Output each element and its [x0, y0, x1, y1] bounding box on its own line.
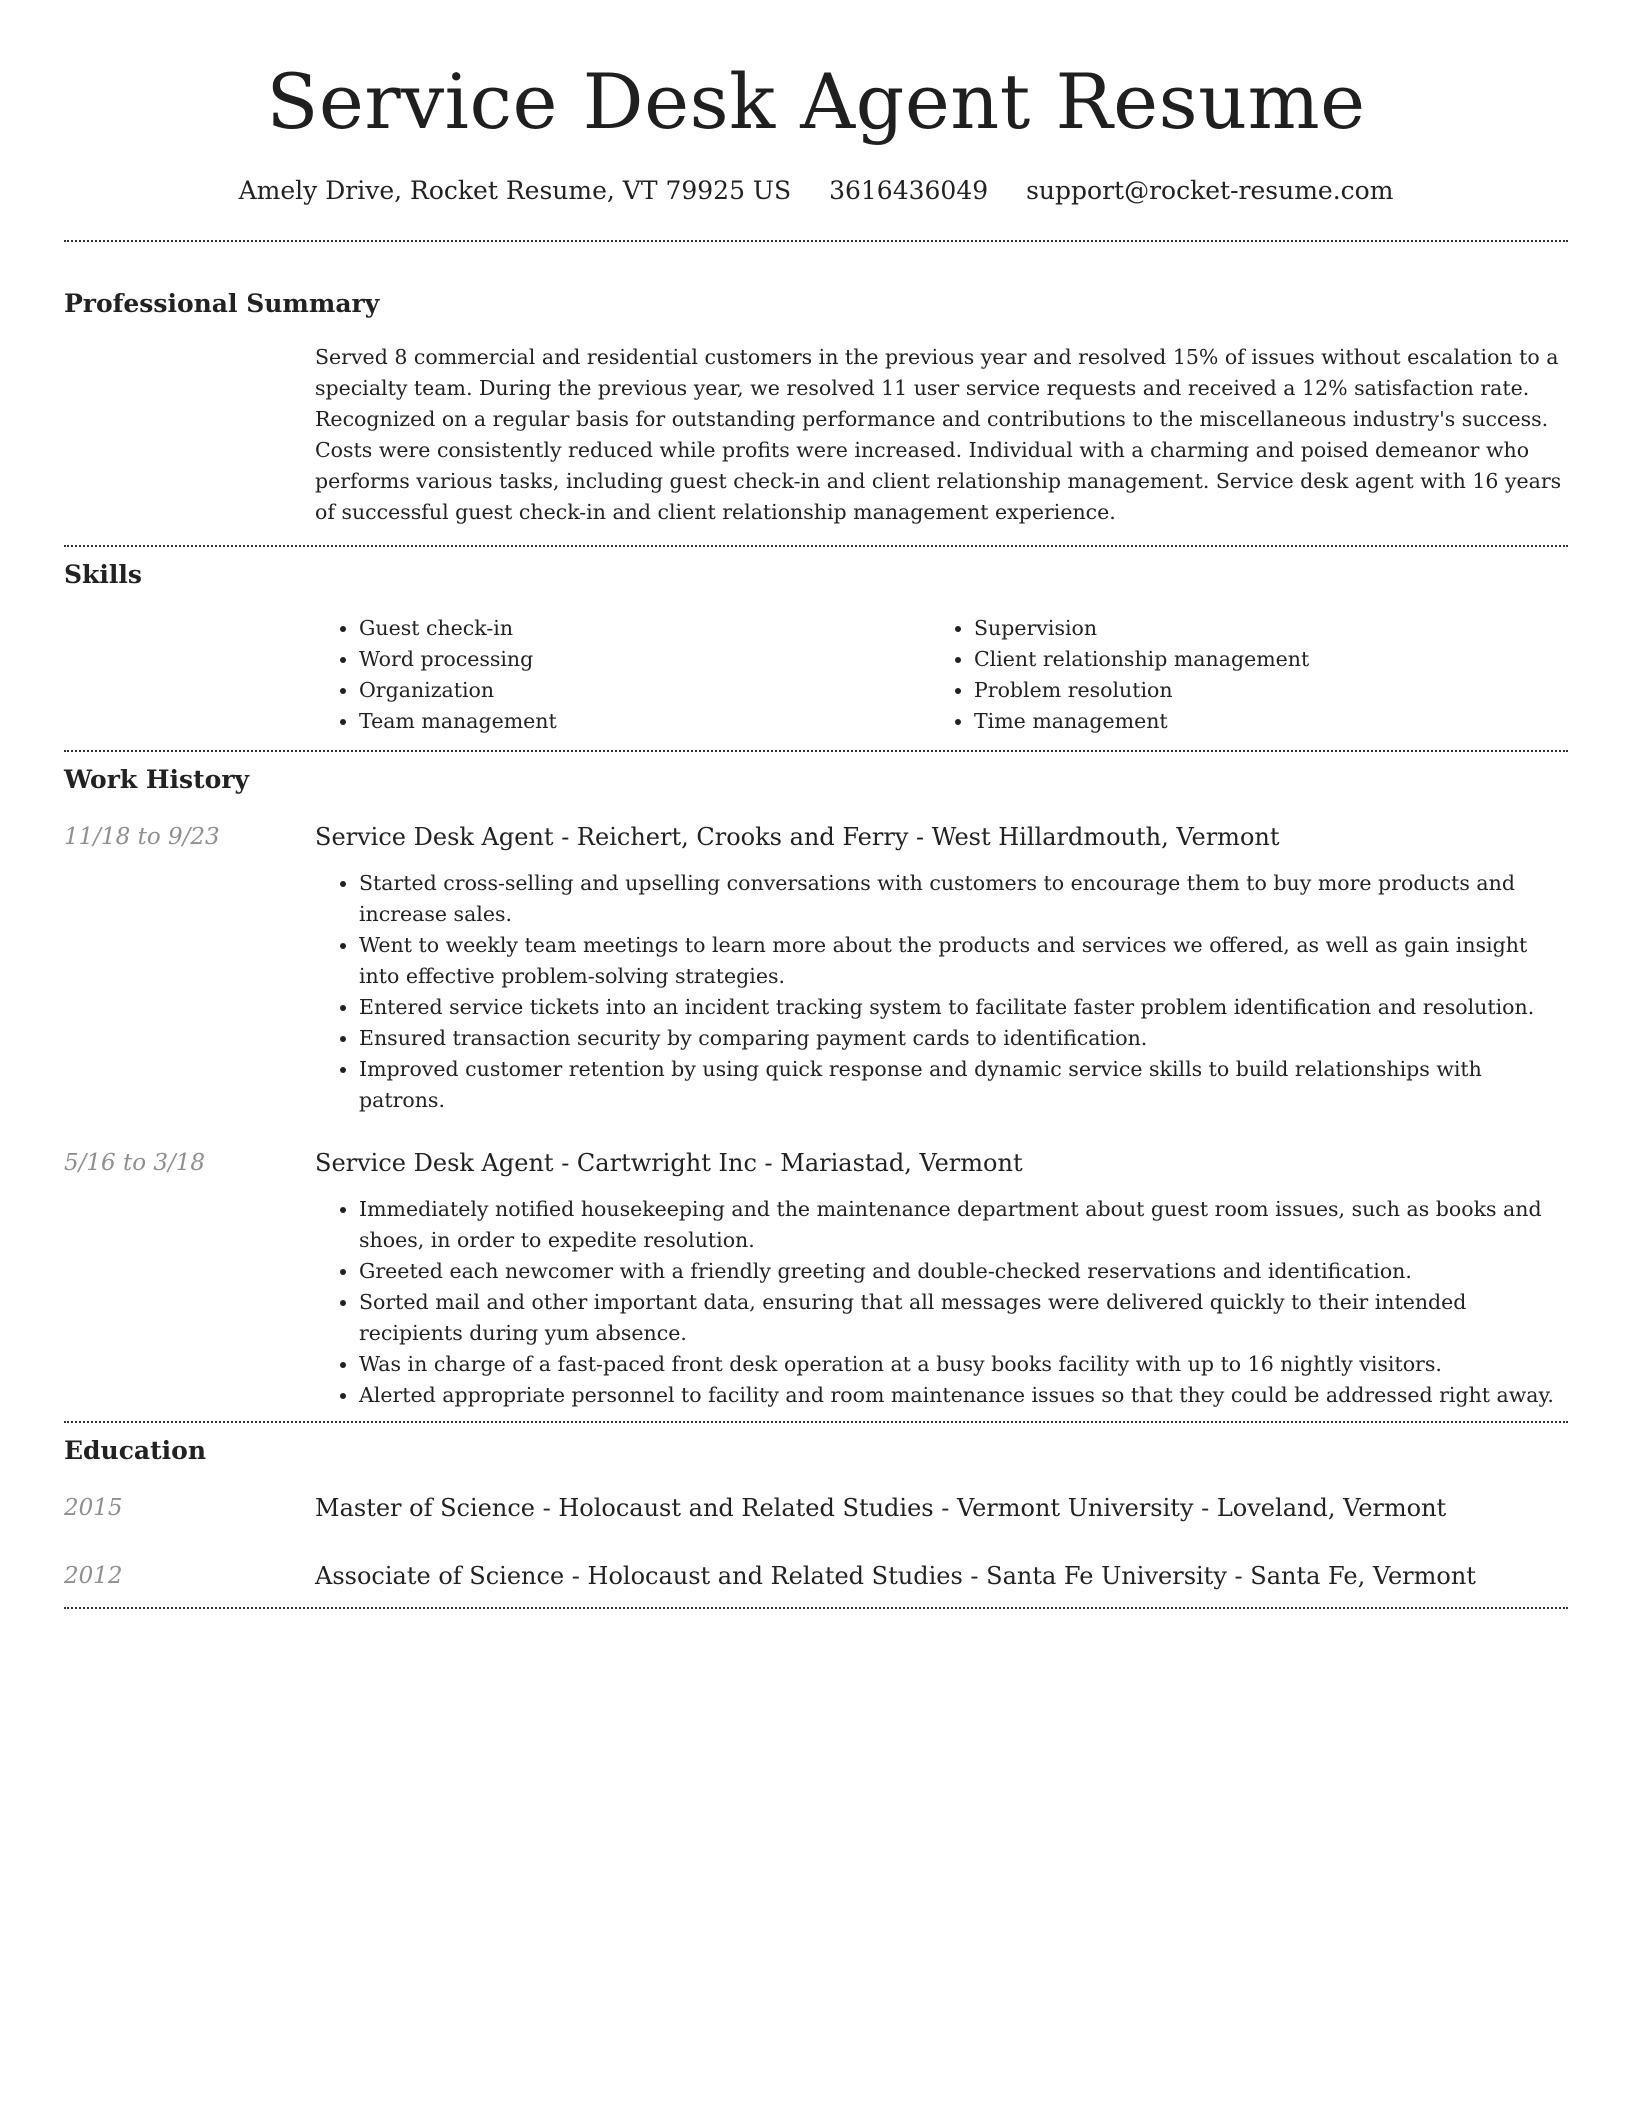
education-entry: [64, 1491, 1568, 1525]
job-entry: [64, 1146, 1568, 1411]
page-title: Service Desk Agent Resume: [266, 57, 1366, 146]
job-bullet: • Went to weekly team meetings to learn more about the products and services we offered, as well as gain insight into effective problem-solving strategies.: [359, 930, 1568, 992]
summary-heading: Professional Summary: [64, 289, 380, 318]
divider: [64, 545, 1568, 547]
skill-item: • Problem resolution: [974, 675, 1545, 706]
skill-item: • Client relationship management: [974, 644, 1545, 675]
job-bullet: • Greeted each newcomer with a friendly greeting and double-checked reservations and identification.: [359, 1256, 1568, 1287]
skills-column-right: [930, 613, 1545, 737]
job-dates: 5/16 to 3/18: [64, 1150, 206, 1176]
job-bullet: • Started cross-selling and upselling conversations with customers to encourage them to buy more products and increase sales.: [359, 868, 1568, 930]
skill-item: • Time management: [974, 706, 1545, 737]
job-heading: Service Desk Agent - Reichert, Crooks and Ferry - West Hillardmouth, Vermont: [315, 823, 1280, 851]
job-bullet: • Ensured transaction security by comparing payment cards to identification.: [359, 1023, 1568, 1054]
skills-list: [315, 613, 1568, 750]
summary-section: [64, 288, 1568, 545]
education-year: 2012: [64, 1563, 123, 1589]
job-body: [315, 1146, 1568, 1411]
job-bullets: [315, 1194, 1568, 1411]
job-dates: 11/18 to 9/23: [64, 824, 220, 850]
education-heading: Education: [64, 1436, 207, 1465]
contact-address: Amely Drive, Rocket Resume, VT 79925 US: [238, 176, 792, 205]
summary-text: Served 8 commercial and residential customers in the previous year and resolved 15% of issues without escalation to a specialty team. During the previous year, we resolved 11 user service requests and received a 12% satisfaction rate. Recognized on a regular basis for outstanding performance and contributions to the miscellaneous industry's success. Costs were consistently reduced while profits were increased. Individual with a charming and poised demeanor who performs various tasks, including guest check-in and client relationship management. Service desk agent with 16 years of successful guest check-in and client relationship management experience.: [315, 345, 1562, 524]
education-degree: Associate of Science - Holocaust and Related Studies - Santa Fe University - Santa Fe, Vermont: [315, 1562, 1476, 1590]
work-history-heading: Work History: [64, 765, 250, 794]
skills-section: [64, 559, 1568, 750]
job-bullet: • Improved customer retention by using quick response and dynamic service skills to build relationships with patrons.: [359, 1054, 1568, 1116]
contact-phone: 3616436049: [829, 176, 989, 205]
job-entry: [64, 820, 1568, 1116]
skills-heading: Skills: [64, 560, 142, 589]
job-bullet: • Was in charge of a fast-paced front desk operation at a busy books facility with up to 16 nightly visitors.: [359, 1349, 1568, 1380]
job-heading: Service Desk Agent - Cartwright Inc - Mariastad, Vermont: [315, 1149, 1023, 1177]
skill-item: • Supervision: [974, 613, 1545, 644]
skill-item: • Team management: [359, 706, 930, 737]
skill-item: • Guest check-in: [359, 613, 930, 644]
work-history-section: [64, 764, 1568, 1421]
contact-line: [64, 174, 1568, 208]
divider: [64, 1421, 1568, 1423]
divider: [64, 750, 1568, 752]
contact-email: support@rocket-resume.com: [1026, 176, 1394, 205]
job-bullet: • Entered service tickets into an incident tracking system to facilitate faster problem identification and resolution.: [359, 992, 1568, 1023]
job-bullet: • Immediately notified housekeeping and the maintenance department about guest room issues, such as books and shoes, in order to expedite resolution.: [359, 1194, 1568, 1256]
job-bullet: • Sorted mail and other important data, ensuring that all messages were delivered quickly to their intended recipients during yum absence.: [359, 1287, 1568, 1349]
divider: [64, 1607, 1568, 1609]
skill-item: • Organization: [359, 675, 930, 706]
skills-column-left: [315, 613, 930, 737]
education-entry: [64, 1559, 1568, 1593]
job-bullets: [315, 868, 1568, 1116]
education-degree: Master of Science - Holocaust and Related Studies - Vermont University - Loveland, Vermont: [315, 1494, 1447, 1522]
education-year: 2015: [64, 1495, 123, 1521]
job-body: [315, 820, 1568, 1116]
job-bullet: • Alerted appropriate personnel to facility and room maintenance issues so that they could be addressed right away.: [359, 1380, 1568, 1411]
divider: [64, 240, 1568, 242]
education-section: [64, 1435, 1568, 1607]
skill-item: • Word processing: [359, 644, 930, 675]
